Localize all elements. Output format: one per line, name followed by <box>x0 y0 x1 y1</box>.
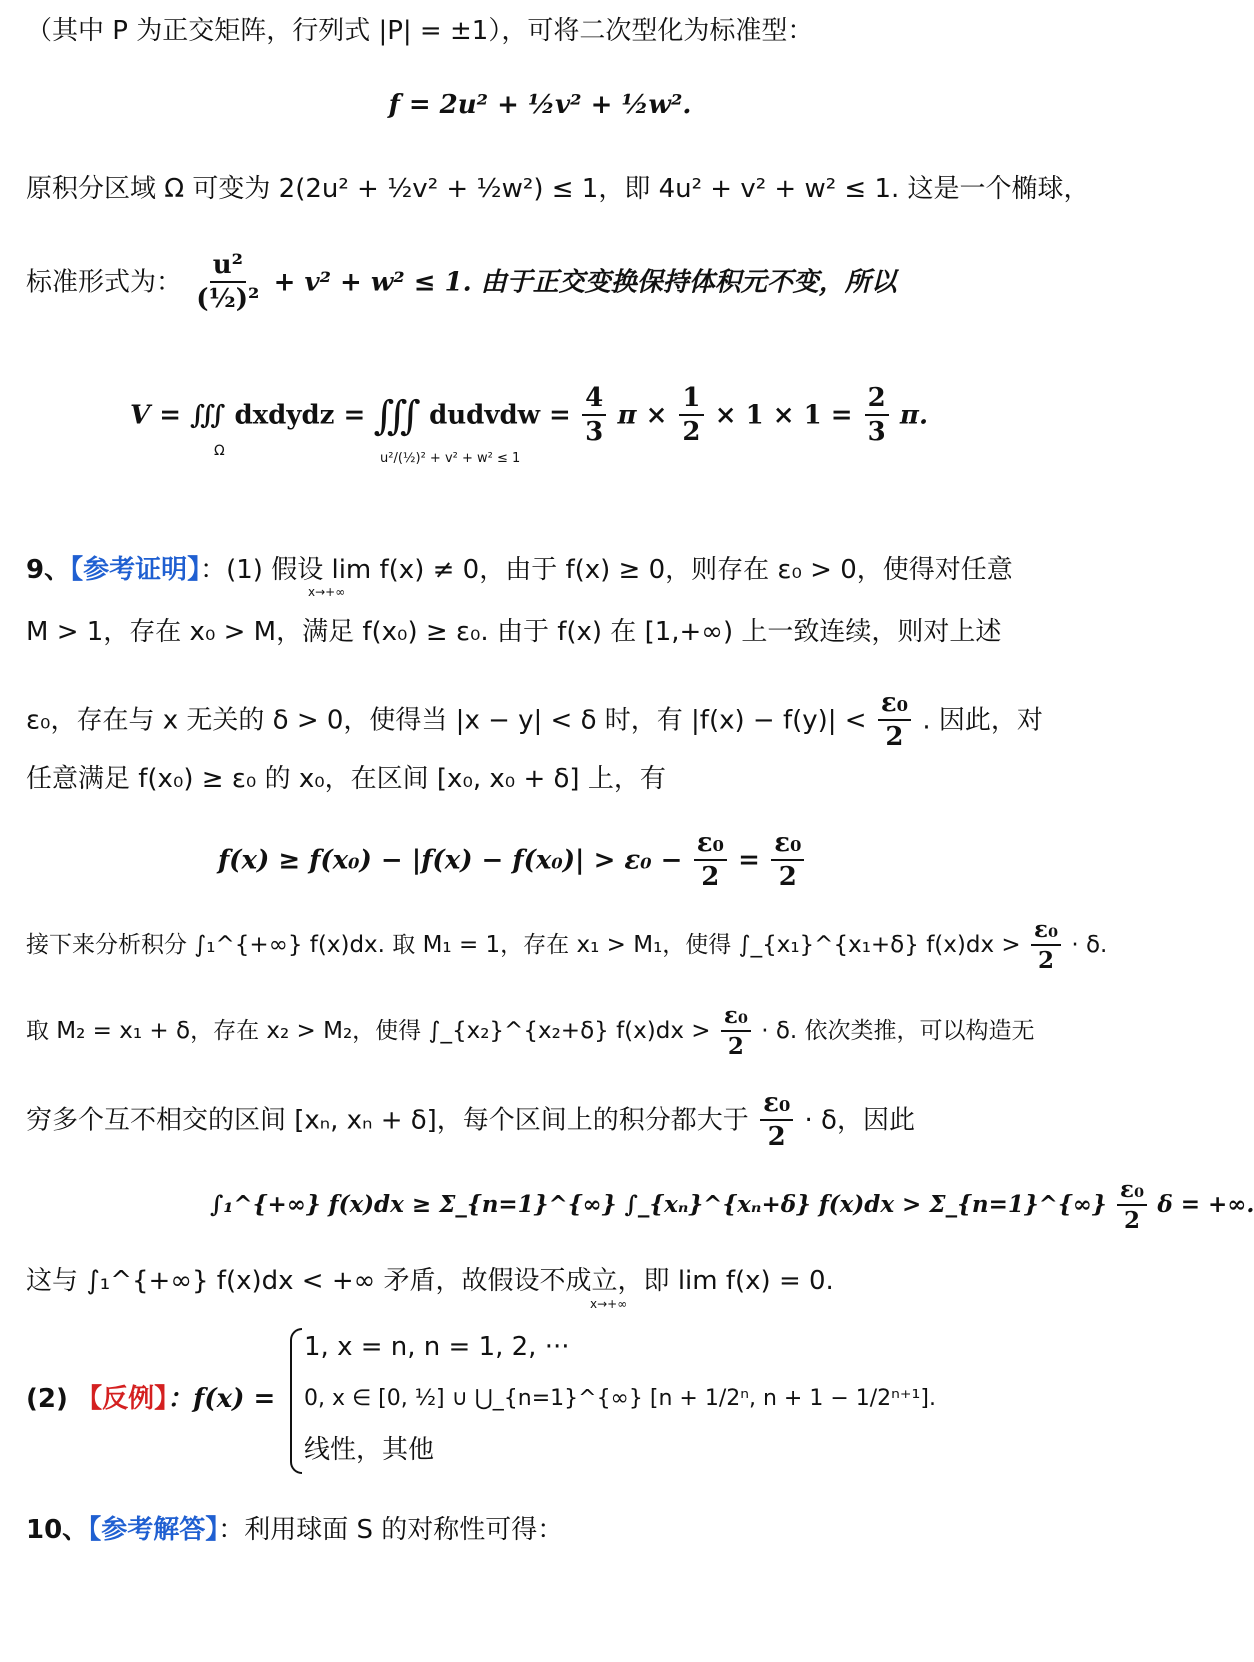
fraction-denominator: 2 <box>885 722 904 753</box>
limit-subscript: x→+∞ <box>590 1297 628 1311</box>
fraction-denominator: 3 <box>867 417 886 448</box>
fraction-denominator: 2 <box>778 862 797 893</box>
question-number: 9、 <box>26 555 71 585</box>
integral-domain-omega: Ω <box>214 443 225 459</box>
fraction-numerator: u² <box>210 252 246 283</box>
question-9-line-1 <box>26 557 1054 583</box>
fraction <box>771 830 804 892</box>
text-line <box>26 690 1054 752</box>
piecewise-brace <box>290 1328 302 1474</box>
text-span: 接下来分析积分 ∫₁^{+∞} f(x)dx. 取 M₁ = 1，存在 x₁ > M₁，使得 ∫_{x₁}^{x₁+δ} f(x)dx > <box>26 932 1021 959</box>
fraction-denominator: 2 <box>1037 947 1054 975</box>
fraction <box>1031 918 1061 973</box>
fraction <box>760 1090 793 1152</box>
text-span: dxdydz = <box>234 400 366 431</box>
fraction-denominator: (½)² <box>196 284 260 315</box>
fraction-numerator: ε₀ <box>878 690 911 721</box>
fraction <box>679 385 703 447</box>
text-span: · δ. 依次类推，可以构造无 <box>761 1018 1035 1045</box>
piecewise-case-3: 线性，其他 <box>304 1435 435 1465</box>
fraction <box>865 385 889 447</box>
fraction-denominator: 2 <box>767 1122 786 1153</box>
text-span: + v² + w² ≤ 1. 由于正交变换保持体积元不变，所以 <box>273 267 897 298</box>
equation-lower-bound <box>218 830 1054 892</box>
volume-lhs: V = ∭ <box>130 400 227 431</box>
text-span: ：f(x) = <box>167 1384 276 1414</box>
fraction-numerator: 4 <box>582 385 606 416</box>
fraction-numerator: ε₀ <box>721 1004 751 1032</box>
text-span: 取 M₂ = x₁ + δ，存在 x₂ > M₂，使得 ∫_{x₂}^{x₂+δ} f(x)dx > <box>26 1018 711 1045</box>
text-line <box>26 916 1108 975</box>
text-line <box>26 252 1054 314</box>
fraction-numerator: ε₀ <box>760 1090 793 1121</box>
answer-tag: 【参考证明】 <box>70 555 201 585</box>
text-span: ε₀，存在与 x 无关的 δ > 0，使得当 |x − y| < δ 时，有 |f(x) − f(y)| < <box>26 705 867 736</box>
text-span: ：(1) 假设 lim f(x) ≠ 0，由于 f(x) ≥ 0，则存在 ε₀ > 0，使得对任意 <box>200 555 1013 585</box>
triple-integral-symbol: ∭ <box>373 392 421 439</box>
text-span: 穷多个互不相交的区间 [xₙ, xₙ + δ]，每个区间上的积分都大于 <box>26 1105 749 1136</box>
part-number: (2) <box>26 1384 68 1414</box>
text-line: 原积分区域 Ω 可变为 2(2u² + ½v² + ½w²) ≤ 1，即 4u² + v² + w² ≤ 1. 这是一个椭球， <box>26 174 1090 204</box>
integral-domain-ellipsoid: u²/(½)² + v² + w² ≤ 1 <box>380 451 521 466</box>
text-span: . 因此，对 <box>922 705 1043 736</box>
text-span: 标准形式为： <box>26 267 183 298</box>
piecewise-case-1: 1, x = n, n = 1, 2, ··· <box>304 1332 570 1362</box>
fraction <box>721 1004 751 1059</box>
text-line: （其中 P 为正交矩阵，行列式 |P| = ±1），可将二次型化为标准型： <box>26 16 814 46</box>
fraction-numerator: 2 <box>865 385 889 416</box>
fraction-numerator: ε₀ <box>1031 918 1061 946</box>
text-line: M > 1，存在 x₀ > M，满足 f(x₀) ≥ ε₀. 由于 f(x) 在 [1,+∞) 上一致连续，则对上述 <box>26 617 1002 647</box>
text-line: 这与 ∫₁^{+∞} f(x)dx < +∞ 矛盾，故假设不成立，即 lim f(x) = 0. <box>26 1266 834 1296</box>
fraction <box>878 690 911 752</box>
fraction <box>193 252 262 314</box>
equation-standard-form: f = 2u² + ½v² + ½w². <box>388 90 692 120</box>
fraction-denominator: 2 <box>682 417 701 448</box>
answer-tag: 【参考解答】 <box>88 1515 219 1545</box>
text-span: π × <box>617 400 677 431</box>
question-number: 10、 <box>26 1515 89 1545</box>
text-span: × 1 × 1 = <box>714 400 862 431</box>
text-span: · δ. <box>1071 932 1108 959</box>
fraction-denominator: 3 <box>585 417 604 448</box>
fraction <box>1117 1178 1147 1233</box>
fraction-numerator: ε₀ <box>771 830 804 861</box>
equation-volume <box>130 385 1054 447</box>
text-span: δ = +∞. <box>1157 1191 1254 1219</box>
fraction <box>582 385 606 447</box>
text-span: ∫₁^{+∞} f(x)dx ≥ Σ_{n=1}^{∞} ∫_{xₙ}^{xₙ+δ} f(x)dx > Σ_{n=1}^{∞} <box>210 1191 1107 1219</box>
text-span: = <box>738 845 760 876</box>
fraction-denominator: 2 <box>727 1033 744 1061</box>
text-line <box>26 1004 1054 1059</box>
fraction-numerator: ε₀ <box>694 830 727 861</box>
text-span: π. <box>899 400 929 431</box>
counterexample-tag: 【反例】 <box>76 1384 168 1414</box>
fraction-denominator: 2 <box>1124 1207 1141 1235</box>
text-span: f(x) ≥ f(x₀) − |f(x) − f(x₀)| > ε₀ − <box>218 845 683 876</box>
text-line <box>26 1090 1054 1152</box>
question-10-line <box>26 1517 1054 1543</box>
piecewise-case-2: 0, x ∈ [0, ½] ∪ ⋃_{n=1}^{∞} [n + 1/2ⁿ, n + 1 − 1/2ⁿ⁺¹]. <box>304 1386 936 1411</box>
fraction <box>694 830 727 892</box>
fraction-denominator: 2 <box>701 862 720 893</box>
equation-divergence <box>210 1176 1254 1235</box>
text-span: · δ，因此 <box>804 1105 915 1136</box>
text-span: ：利用球面 S 的对称性可得： <box>218 1515 564 1545</box>
limit-subscript: x→+∞ <box>308 585 346 599</box>
text-span: dudvdw = <box>429 400 571 431</box>
fraction-numerator: ε₀ <box>1117 1178 1147 1206</box>
fraction-numerator: 1 <box>679 385 703 416</box>
text-line: 任意满足 f(x₀) ≥ ε₀ 的 x₀，在区间 [x₀, x₀ + δ] 上，有 <box>26 764 666 794</box>
